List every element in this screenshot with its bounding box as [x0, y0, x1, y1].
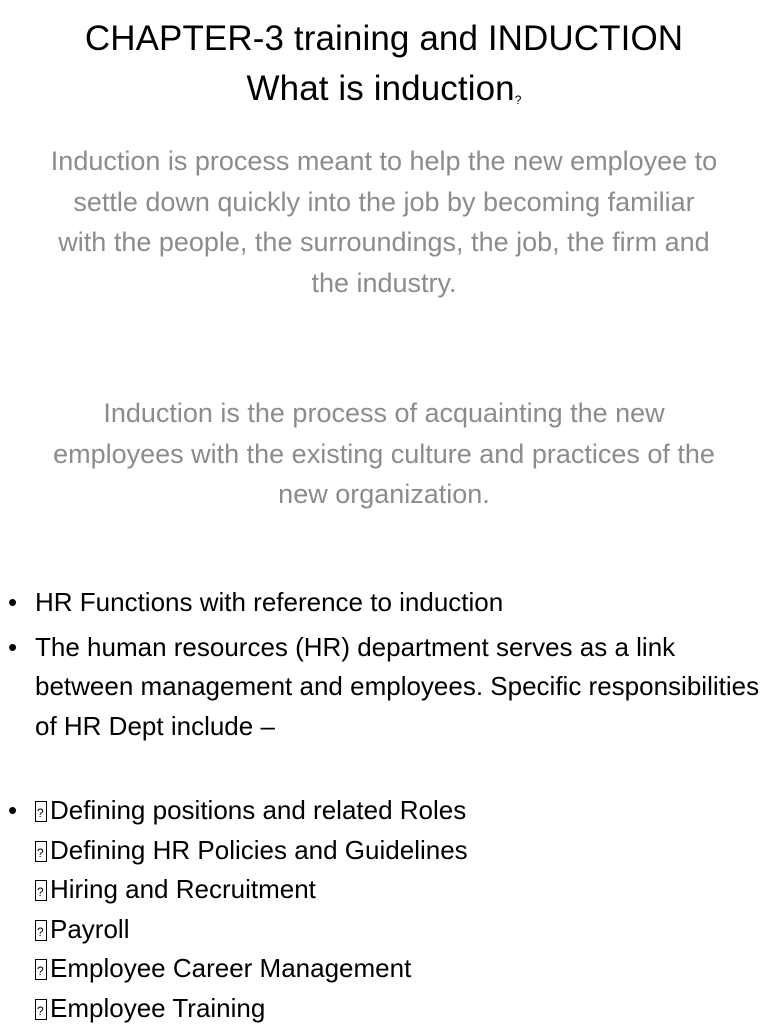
title-line-2	[0, 64, 768, 125]
missing-glyph-box-icon	[35, 920, 47, 941]
bullet-item-text: HR Functions with reference to induction	[35, 587, 504, 617]
bullet-item-responsibilities	[0, 791, 768, 1028]
responsibility-item	[35, 910, 764, 950]
missing-glyph-box-icon	[35, 999, 47, 1020]
missing-glyph-box-icon	[35, 880, 47, 901]
responsibility-text: Defining positions and related Roles	[50, 795, 467, 825]
bullet-list	[0, 583, 768, 1028]
responsibility-text: Defining HR Policies and Guidelines	[50, 834, 468, 865]
responsibility-text: Employee Training	[50, 992, 266, 1023]
missing-glyph-box-icon	[35, 801, 47, 822]
bullet-item-hr-functions	[0, 583, 768, 623]
responsibility-item	[35, 831, 764, 871]
missing-glyph-box-icon	[35, 841, 47, 862]
subtitle-paragraph-1	[50, 141, 718, 303]
responsibility-text: Payroll	[50, 913, 130, 944]
subtitle-paragraph-2	[50, 393, 718, 515]
bullet-item-hr-department	[0, 628, 768, 747]
responsibility-text: Employee Career Management	[50, 953, 412, 983]
subtitle-text-2: Induction is the process of acquainting the new employees with the existing culture and practices of the new organization.	[53, 398, 715, 509]
title-question-mark: ?	[514, 93, 522, 107]
responsibility-item	[35, 870, 764, 910]
responsibility-item	[35, 791, 764, 831]
title-line-2-text: What is induction	[246, 69, 515, 108]
title-line-1: CHAPTER-3 training and INDUCTION	[84, 19, 684, 58]
missing-glyph-box-icon	[35, 959, 47, 980]
bullet-item-text: The human resources (HR) department serves as a link between management and employees. Specific responsibilities of HR Dept include –	[35, 631, 760, 741]
responsibility-item	[35, 989, 764, 1029]
slide-title	[0, 14, 768, 125]
responsibility-text: Hiring and Recruitment	[50, 874, 316, 904]
subtitle-text-1: Induction is process meant to help the new employee to settle down quickly into the job by becoming familiar with the people, the surroundings, the job, the firm and the industry.	[50, 146, 718, 298]
responsibility-item	[35, 949, 764, 989]
